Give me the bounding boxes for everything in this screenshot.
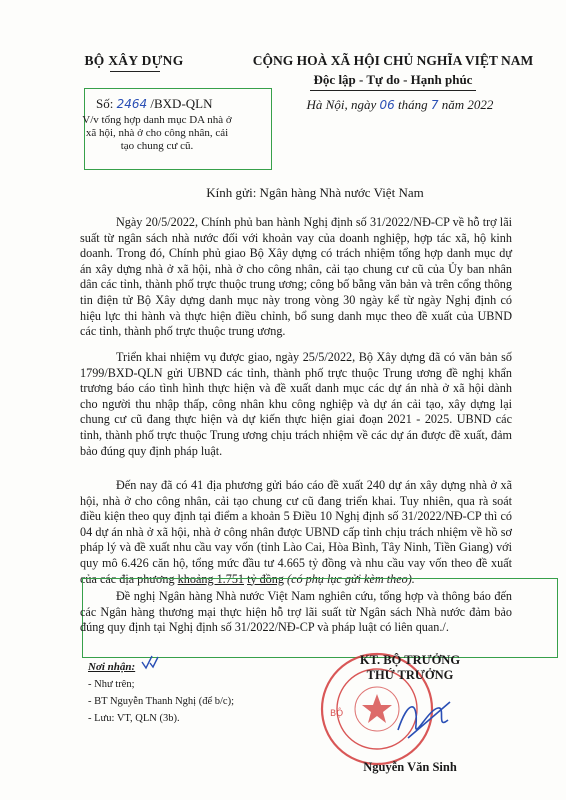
svg-text:BỘ: BỘ (330, 709, 344, 719)
body-paragraph-1: Ngày 20/5/2022, Chính phủ ban hành Nghị định số 31/2022/NĐ-CP về hỗ trợ lãi suất từ ngân sách nhà nước đối với khoản vay của doanh nghiệp, hợp tác xã, hộ kinh doanh. Trong đó, Chính phủ giao Bộ Xây dựng có trách nhiệm tổng hợp danh mục dự án xây dựng nhà ở xã hội, nhà ở cho công nhân, cải tạo chung cư cũ của Ủy ban nhân dân các tỉnh, thành phố trực thuộc trung ương; công bố bằng văn bản và trên cổng thông tin điện tử Bộ Xây dựng danh mục này trong vòng 30 ngày kể từ ngày Nghị định có hiệu lực thi hành và thực hiện điều chỉnh, bổ sung danh mục theo đề xuất của UBND các tỉnh, thành phố trực thuộc trung ương. (80, 215, 512, 339)
doc-number-handwritten: 2464 (116, 97, 148, 111)
document-number (96, 96, 213, 112)
signer-role-2: THỨ TRƯỞNG (366, 668, 454, 682)
body-paragraph-2: Triển khai nhiệm vụ được giao, ngày 25/5/2022, Bộ Xây dựng đã có văn bản số 1799/BXD-QLN gửi UBND các tỉnh, thành phố trực thuộc Trung ương đề nghị khẩn trương báo cáo tình hình thực hiện và đề xuất danh mục các dự án nhà ở xã hội dành cho người thu nhập thấp, công nhân khu công nghiệp và dự án cải tạo, xây dựng lại chung cư cũ đang thực hiện và dự kiến thực hiện giai đoạn 2021 - 2025. UBND các tỉnh, thành phố trực thuộc Trung ương chịu trách nhiệm về các dự án được đề xuất, đảm bảo đúng quy định pháp luật. (80, 350, 512, 458)
nation-title: CỘNG HOÀ XÃ HỘI CHỦ NGHĨA VIỆT NAM (252, 53, 534, 68)
national-motto: Độc lập - Tự do - Hạnh phúc (313, 72, 473, 87)
place-date-b: tháng (394, 97, 431, 112)
body-paragraph-3 (80, 478, 512, 587)
recipients-title: Nơi nhận: (88, 661, 136, 673)
doc-number-prefix: Số: (96, 96, 117, 111)
currency-underlined: tỷ đồng (247, 571, 284, 586)
ministry-name: BỘ XÂY DỰNG (84, 53, 184, 68)
body-paragraph-4: Đề nghị Ngân hàng Nhà nước Việt Nam nghiên cứu, tổng hợp và thông báo đến các Ngân hàng thương mại thực hiện hỗ trợ lãi suất từ Ngân sách Nhà nước đảm bảo đúng quy định tại Nghị định số 31/2022/NĐ-CP và pháp luật có liên quan./. (80, 589, 512, 635)
month-handwritten: 7 (430, 98, 439, 112)
signer-name: Nguyễn Văn Sinh (363, 760, 457, 774)
greeting-line: Kính gửi: Ngân hàng Nhà nước Việt Nam (206, 185, 424, 200)
signer-role-1: KT. BỘ TRƯỞNG (359, 653, 461, 667)
appendix-note: (có phụ lục gửi kèm theo). (283, 571, 415, 586)
place-date-a: Hà Nội, ngày (306, 97, 380, 112)
handwritten-signature (388, 690, 458, 750)
paragraph-3-main: Đến nay đã có 41 địa phương gửi báo cáo đề xuất 240 dự án xây dựng nhà ở xã hội, nhà ở cho công nhân, cải tạo chung cư cũ đang triển khai. Tuy nhiên, qua rà soát điều kiện theo quy định tại điểm a khoản 5 Điều 10 Nghị định số 31/2022/NĐ-CP thì có 04 dự án nhà ở xã hội, nhà ở công nhân được UBND cấp tỉnh chịu trách nhiệm về hồ sơ pháp lý và đề xuất nhu cầu vay vốn (tỉnh Lào Cai, Hòa Bình, Tây Ninh, Tiền Giang) với quy mô 6.426 căn hộ, tổng mức đầu tư 4.665 tỷ đồng và nhu cầu vay vốn theo đề xuất của các địa phương (80, 478, 512, 586)
ministry-underline (110, 71, 160, 72)
checkmark-icon (140, 654, 160, 670)
place-date (270, 97, 530, 113)
recipient-item: - Lưu: VT, QLN (3b). (88, 713, 180, 724)
recipient-item: - BT Nguyễn Thanh Nghị (để b/c); (88, 696, 235, 707)
day-handwritten: 06 (379, 98, 395, 112)
doc-number-suffix: /BXD-QLN (147, 96, 213, 111)
recipient-item: - Như trên; (88, 679, 135, 690)
place-date-c: năm 2022 (438, 97, 494, 112)
motto-underline (310, 90, 476, 91)
document-subject: V/v tổng hợp danh mục DA nhà ở xã hội, nhà ở cho công nhân, cải tạo chung cư cũ. (82, 114, 232, 152)
loan-amount-underlined: khoảng 1.751 (177, 571, 245, 586)
